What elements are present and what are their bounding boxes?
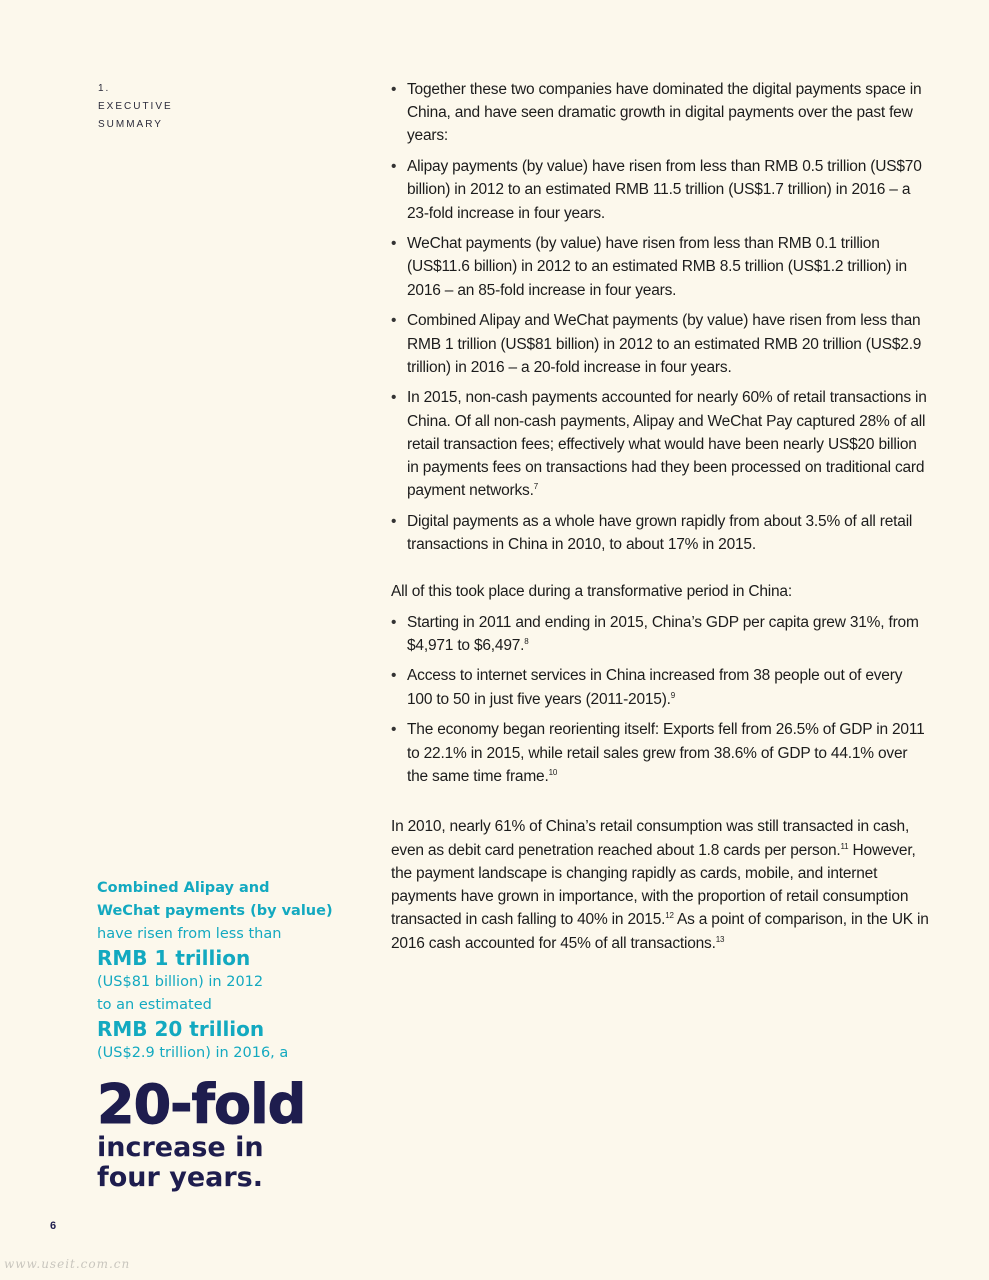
- list-item: • Alipay payments (by value) have risen from less than RMB 0.5 trillion (US$70 billion) in 2012 to an estimated RMB 11.5 trillion (US$1.7 trillion) in 2016 – a 23-fold increase in four years.: [391, 155, 931, 225]
- pull-quote-line: Combined Alipay and: [97, 880, 270, 896]
- list-item: • Starting in 2011 and ending in 2015, China’s GDP per capita grew 31%, from $4,971 to $6,497.$^8$: [391, 611, 931, 657]
- bullet-list-a: [391, 78, 931, 556]
- footnote-ref: 12: [665, 911, 674, 921]
- pull-quote-line: (US$2.9 trillion) in 2016, a: [97, 1045, 289, 1061]
- footnote-ref: 8: [524, 636, 529, 646]
- bullet-list-b: [391, 611, 931, 788]
- section-title-line2: SUMMARY: [98, 119, 163, 130]
- watermark: www.useit.com.cn: [4, 1257, 131, 1271]
- pull-quote-highlight: RMB 1 trillion: [97, 946, 251, 970]
- pull-quote-line: (US$81 billion) in 2012: [97, 974, 264, 990]
- section-title-line1: EXECUTIVE: [98, 101, 173, 112]
- list-item: • The economy began reorienting itself: Exports fell from 26.5% of GDP in 2011 to 22.1% in 2015, while retail sales grew from 38.6% of GDP to 44.1% over the same time frame.$^{10}$: [391, 718, 931, 788]
- pull-quote-line: four years.: [97, 1162, 264, 1193]
- pull-quote-line: WeChat payments (by value): [97, 903, 333, 919]
- pull-quote-highlight: RMB 20 trillion: [97, 1017, 265, 1041]
- footnote-ref: 9: [670, 690, 676, 700]
- pull-quote: [97, 877, 347, 1193]
- section-label: [98, 80, 173, 134]
- pull-quote-line: increase in: [97, 1132, 264, 1163]
- list-item: • Digital payments as a whole have grown rapidly from about 3.5% of all retail transactions in China in 2010, to about 17% in 2015.: [391, 510, 931, 556]
- list-item: • Together these two companies have dominated the digital payments space in China, and have seen dramatic growth in digital payments over the past few years:: [391, 78, 931, 148]
- footnote-ref: 13: [715, 934, 725, 944]
- pull-quote-headline: 20-fold: [97, 1073, 306, 1136]
- pull-quote-line: have risen from less than: [97, 926, 282, 942]
- list-item: • In 2015, non-cash payments accounted for nearly 60% of retail transactions in China. Of all non-cash payments, Alipay and WeChat Pay captured 28% of all retail transaction fees; effectively what would have been nearly US$20 billion in payments fees on transactions had they been processed on traditional card payment networks.$^7$: [391, 386, 931, 502]
- main-text: [391, 78, 931, 955]
- closing-paragraph: In 2010, nearly 61% of China’s retail consumption was still transacted in cash, even as debit card penetration reached about 1.8 cards per person.$^{11}$ However, the payment landscape is changing rapidly as cards, mobile, and internet payments have grown in importance, with the proportion of retail consumption transacted in cash falling to 40% in 2015.12 As a point of comparison, in the UK in 2016 cash accounted for 45% of all transactions.$^{13}$: [391, 818, 929, 952]
- section-number: 1.: [98, 83, 111, 94]
- footnote-ref: 10: [548, 767, 558, 777]
- page-number: 6: [50, 1220, 57, 1232]
- footnote-ref: 11: [840, 841, 849, 851]
- intro-paragraph: All of this took place during a transformative period in China:: [391, 582, 792, 600]
- footnote-ref: 7: [533, 482, 538, 492]
- list-item: • Combined Alipay and WeChat payments (by value) have risen from less than RMB 1 trillion (US$81 billion) in 2012 to an estimated RMB 20 trillion (US$2.9 trillion) in 2016 – a 20-fold increase in four years.: [391, 309, 931, 379]
- pull-quote-line: to an estimated: [97, 997, 212, 1013]
- list-item: • WeChat payments (by value) have risen from less than RMB 0.1 trillion (US$11.6 billion) in 2012 to an estimated RMB 8.5 trillion (US$1.2 trillion) in 2016 – an 85-fold increase in four years.: [391, 232, 931, 302]
- list-item: • Access to internet services in China increased from 38 people out of every 100 to 50 in just five years (2011-2015).$^9$: [391, 664, 931, 710]
